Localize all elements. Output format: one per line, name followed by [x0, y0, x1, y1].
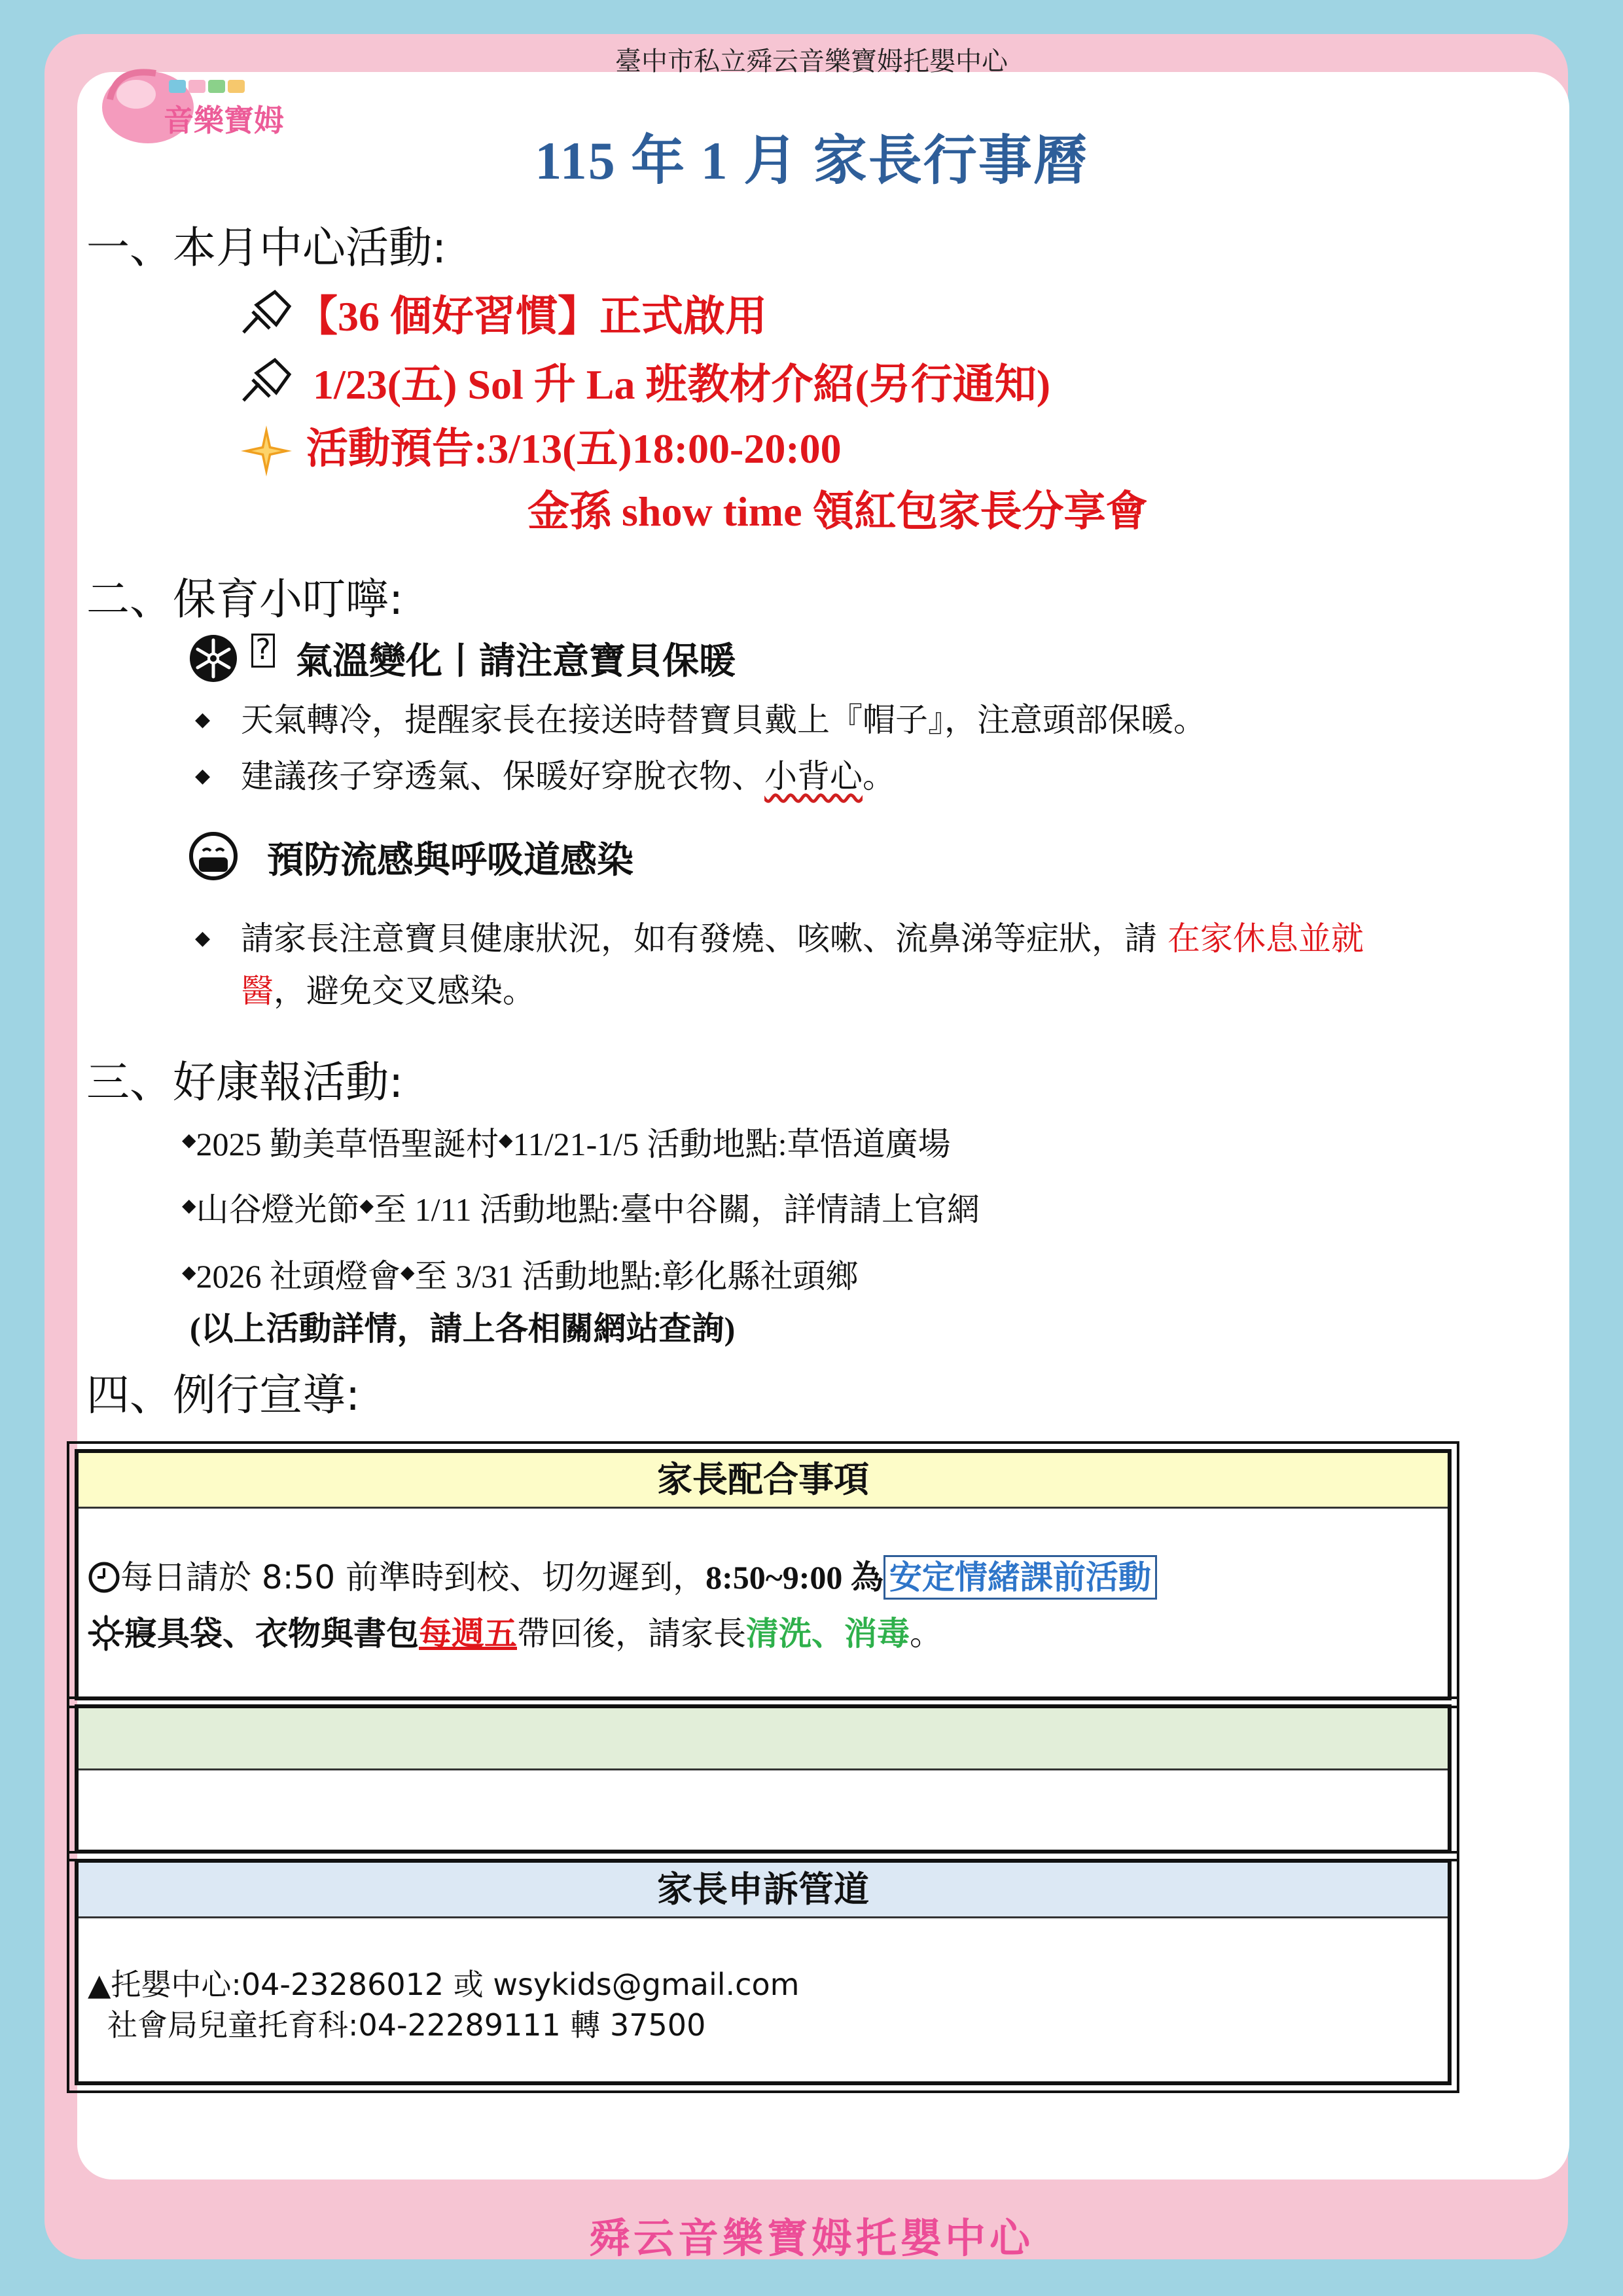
flu-prevention-subheading: 預防流感與呼吸道感染: [267, 839, 633, 882]
event-line-3: ◆2026 社頭燈會◆至 3/31 活動地點:彰化縣社頭鄉: [182, 1258, 859, 1295]
bullet-diamond: ◆: [195, 764, 211, 787]
pushpin-icon: [237, 353, 296, 406]
section-routine-heading: 四、例行宣導:: [86, 1370, 361, 1420]
bullet-diamond: ◆: [195, 708, 211, 731]
sparkle-icon: [238, 423, 294, 479]
activity-item-1: 【36 個好習慣】正式啟用: [296, 293, 767, 340]
empty-notice-box: [67, 1696, 1459, 1861]
complaint-channel-heading: 家長申訴管道: [79, 1863, 1448, 1918]
pushpin-icon: [237, 285, 296, 338]
cooperation-line-1: 每日請於 8:50 前準時到校、切勿遲到，8:50~9:00 為 安定情緒課前活動: [88, 1551, 1441, 1598]
clock-icon: [88, 1561, 120, 1594]
bullet-diamond: ◆: [195, 927, 211, 950]
logo-text: 音樂寶姆: [164, 103, 284, 138]
section-activities-heading: 一、本月中心活動:: [86, 223, 447, 273]
footer-brand: 舜云音樂寶姆托嬰中心: [588, 2214, 1034, 2262]
snowflake-icon: [187, 632, 240, 685]
empty-box-heading: [79, 1708, 1448, 1770]
warmth-tip-2: 建議孩子穿透氣、保暖好穿脫衣物、小背心。: [241, 757, 895, 795]
parent-cooperation-box: [67, 1441, 1459, 1708]
section-care-tips-heading: 二、保育小叮嚀:: [86, 574, 404, 624]
warmth-subheading: 氣溫變化丨請注意寶貝保暖: [296, 640, 736, 683]
missing-glyph-box: ?: [251, 634, 275, 668]
complaint-channel-box: [67, 1851, 1459, 2093]
calming-activity-label: 安定情緒課前活動: [883, 1555, 1157, 1600]
activity-preview: 活動預告:3/13(五)18:00-20:00: [306, 425, 842, 472]
event-line-1: ◆2025 勤美草悟聖誕村◆11/21-1/5 活動地點:草悟道廣場: [182, 1126, 951, 1162]
parent-cooperation-heading: 家長配合事項: [79, 1453, 1448, 1509]
org-name-top: 臺中市私立舜云音樂寶姆托嬰中心: [615, 46, 1008, 77]
activity-preview-event: 金孫 show time 領紅包家長分享會: [527, 488, 1148, 535]
events-note: (以上活動詳情，請上各相關網站查詢): [190, 1310, 736, 1347]
masked-face-icon: [187, 830, 240, 882]
contact-line-2: 社會局兒童托育科:04-22289111 轉 37500: [107, 2007, 706, 2043]
event-line-2: ◆山谷燈光節◆至 1/11 活動地點:臺中谷關，詳情請上官網: [182, 1191, 980, 1228]
cooperation-line-2: 寢具袋、衣物與書包每週五帶回後，請家長清洗、消毒。: [88, 1607, 1441, 1655]
flu-tip: 請家長注意寶貝健康狀況，如有發燒、咳嗽、流鼻涕等症狀，請 在家休息並就 醫，避免交叉感染。: [241, 920, 1364, 1010]
contact-line-1: ▲托嬰中心:04-23286012 或 wsykids@gmail.com: [88, 1967, 800, 2002]
wavy-underlined-text: 小背心: [764, 757, 863, 795]
warmth-tip-1: 天氣轉冷，提醒家長在接送時替寶貝戴上『帽子』，注意頭部保暖。: [241, 701, 1206, 739]
page-title: 115 年 1 月 家長行事曆: [535, 131, 1088, 190]
sun-icon: [88, 1615, 124, 1651]
activity-item-2: 1/23(五) Sol 升 La 班教材介紹(另行通知): [313, 361, 1051, 408]
section-events-heading: 三、好康報活動:: [86, 1057, 404, 1107]
